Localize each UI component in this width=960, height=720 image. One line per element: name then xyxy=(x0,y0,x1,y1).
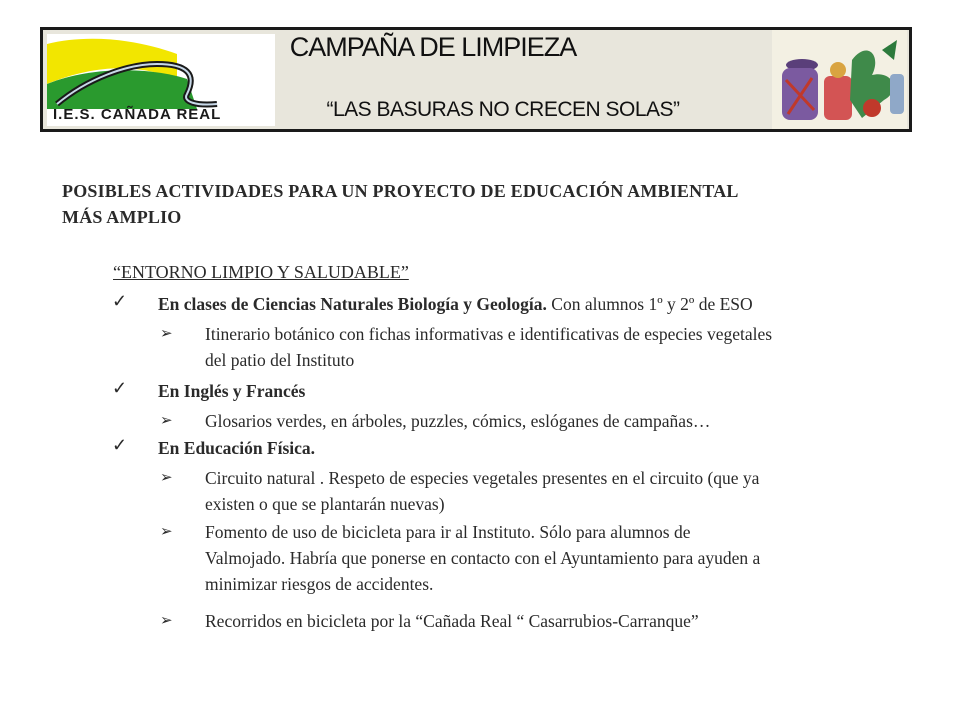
list-item xyxy=(158,291,753,317)
item-rest: Con alumnos 1º y 2º de ESO xyxy=(546,294,753,314)
sub-item xyxy=(205,608,699,634)
sub-item-line: del patio del Instituto xyxy=(205,350,355,370)
arrow-bullet-icon: ➢ xyxy=(160,413,173,429)
sub-item-line: Recorridos en bicicleta por la “Cañada Real “ Casarrubios-Carranque” xyxy=(205,611,699,631)
activities-heading xyxy=(62,178,882,230)
arrow-bullet-icon: ➢ xyxy=(160,524,173,540)
sub-item xyxy=(205,408,710,434)
sub-item xyxy=(205,519,760,597)
item-lead: En clases de Ciencias Naturales Biología y Geología. xyxy=(158,294,547,314)
sub-item-line: Glosarios verdes, en árboles, puzzles, cómics, eslóganes de campañas… xyxy=(205,411,711,431)
heading-line-1: POSIBLES ACTIVIDADES PARA UN PROYECTO DE EDUCACIÓN AMBIENTAL xyxy=(62,181,739,201)
sub-item-line: Valmojado. Habría que ponerse en contacto con el Ayuntamiento para ayuden a xyxy=(205,548,761,568)
list-item xyxy=(158,378,305,404)
header-banner xyxy=(40,27,912,132)
item-lead: En Inglés y Francés xyxy=(158,381,306,401)
checkmark-icon: ✓ xyxy=(112,435,128,455)
arrow-bullet-icon: ➢ xyxy=(160,613,173,629)
arrow-bullet-icon: ➢ xyxy=(160,326,173,342)
checkmark-icon: ✓ xyxy=(112,291,128,311)
campaign-subtitle: “LAS BASURAS NO CRECEN SOLAS” xyxy=(326,98,680,121)
school-logo xyxy=(47,34,275,126)
list-item xyxy=(158,435,315,461)
sub-item-line: minimizar riesgos de accidentes. xyxy=(205,574,434,594)
section-title: “ENTORNO LIMPIO Y SALUDABLE” xyxy=(113,262,409,282)
sub-item-line: Itinerario botánico con fichas informativas e identificativas de especies vegetales xyxy=(205,324,773,344)
heading-line-2: MÁS AMPLIO xyxy=(62,207,182,227)
trash-jars-illustration xyxy=(772,30,907,129)
sub-item xyxy=(205,465,759,517)
sub-item-line: Circuito natural . Respeto de especies vegetales presentes en el circuito (que ya xyxy=(205,468,760,488)
logo-text: I.E.S. CAÑADA REAL xyxy=(53,106,222,123)
checkmark-icon: ✓ xyxy=(112,378,128,398)
campaign-title: CAMPAÑA DE LIMPIEZA xyxy=(289,32,577,62)
item-lead: En Educación Física. xyxy=(158,438,316,458)
arrow-bullet-icon: ➢ xyxy=(160,470,173,486)
sub-item-line: Fomento de uso de bicicleta para ir al Instituto. Sólo para alumnos de xyxy=(205,522,691,542)
sub-item-line: existen o que se plantarán nuevas) xyxy=(205,494,445,514)
sub-item xyxy=(205,321,772,373)
